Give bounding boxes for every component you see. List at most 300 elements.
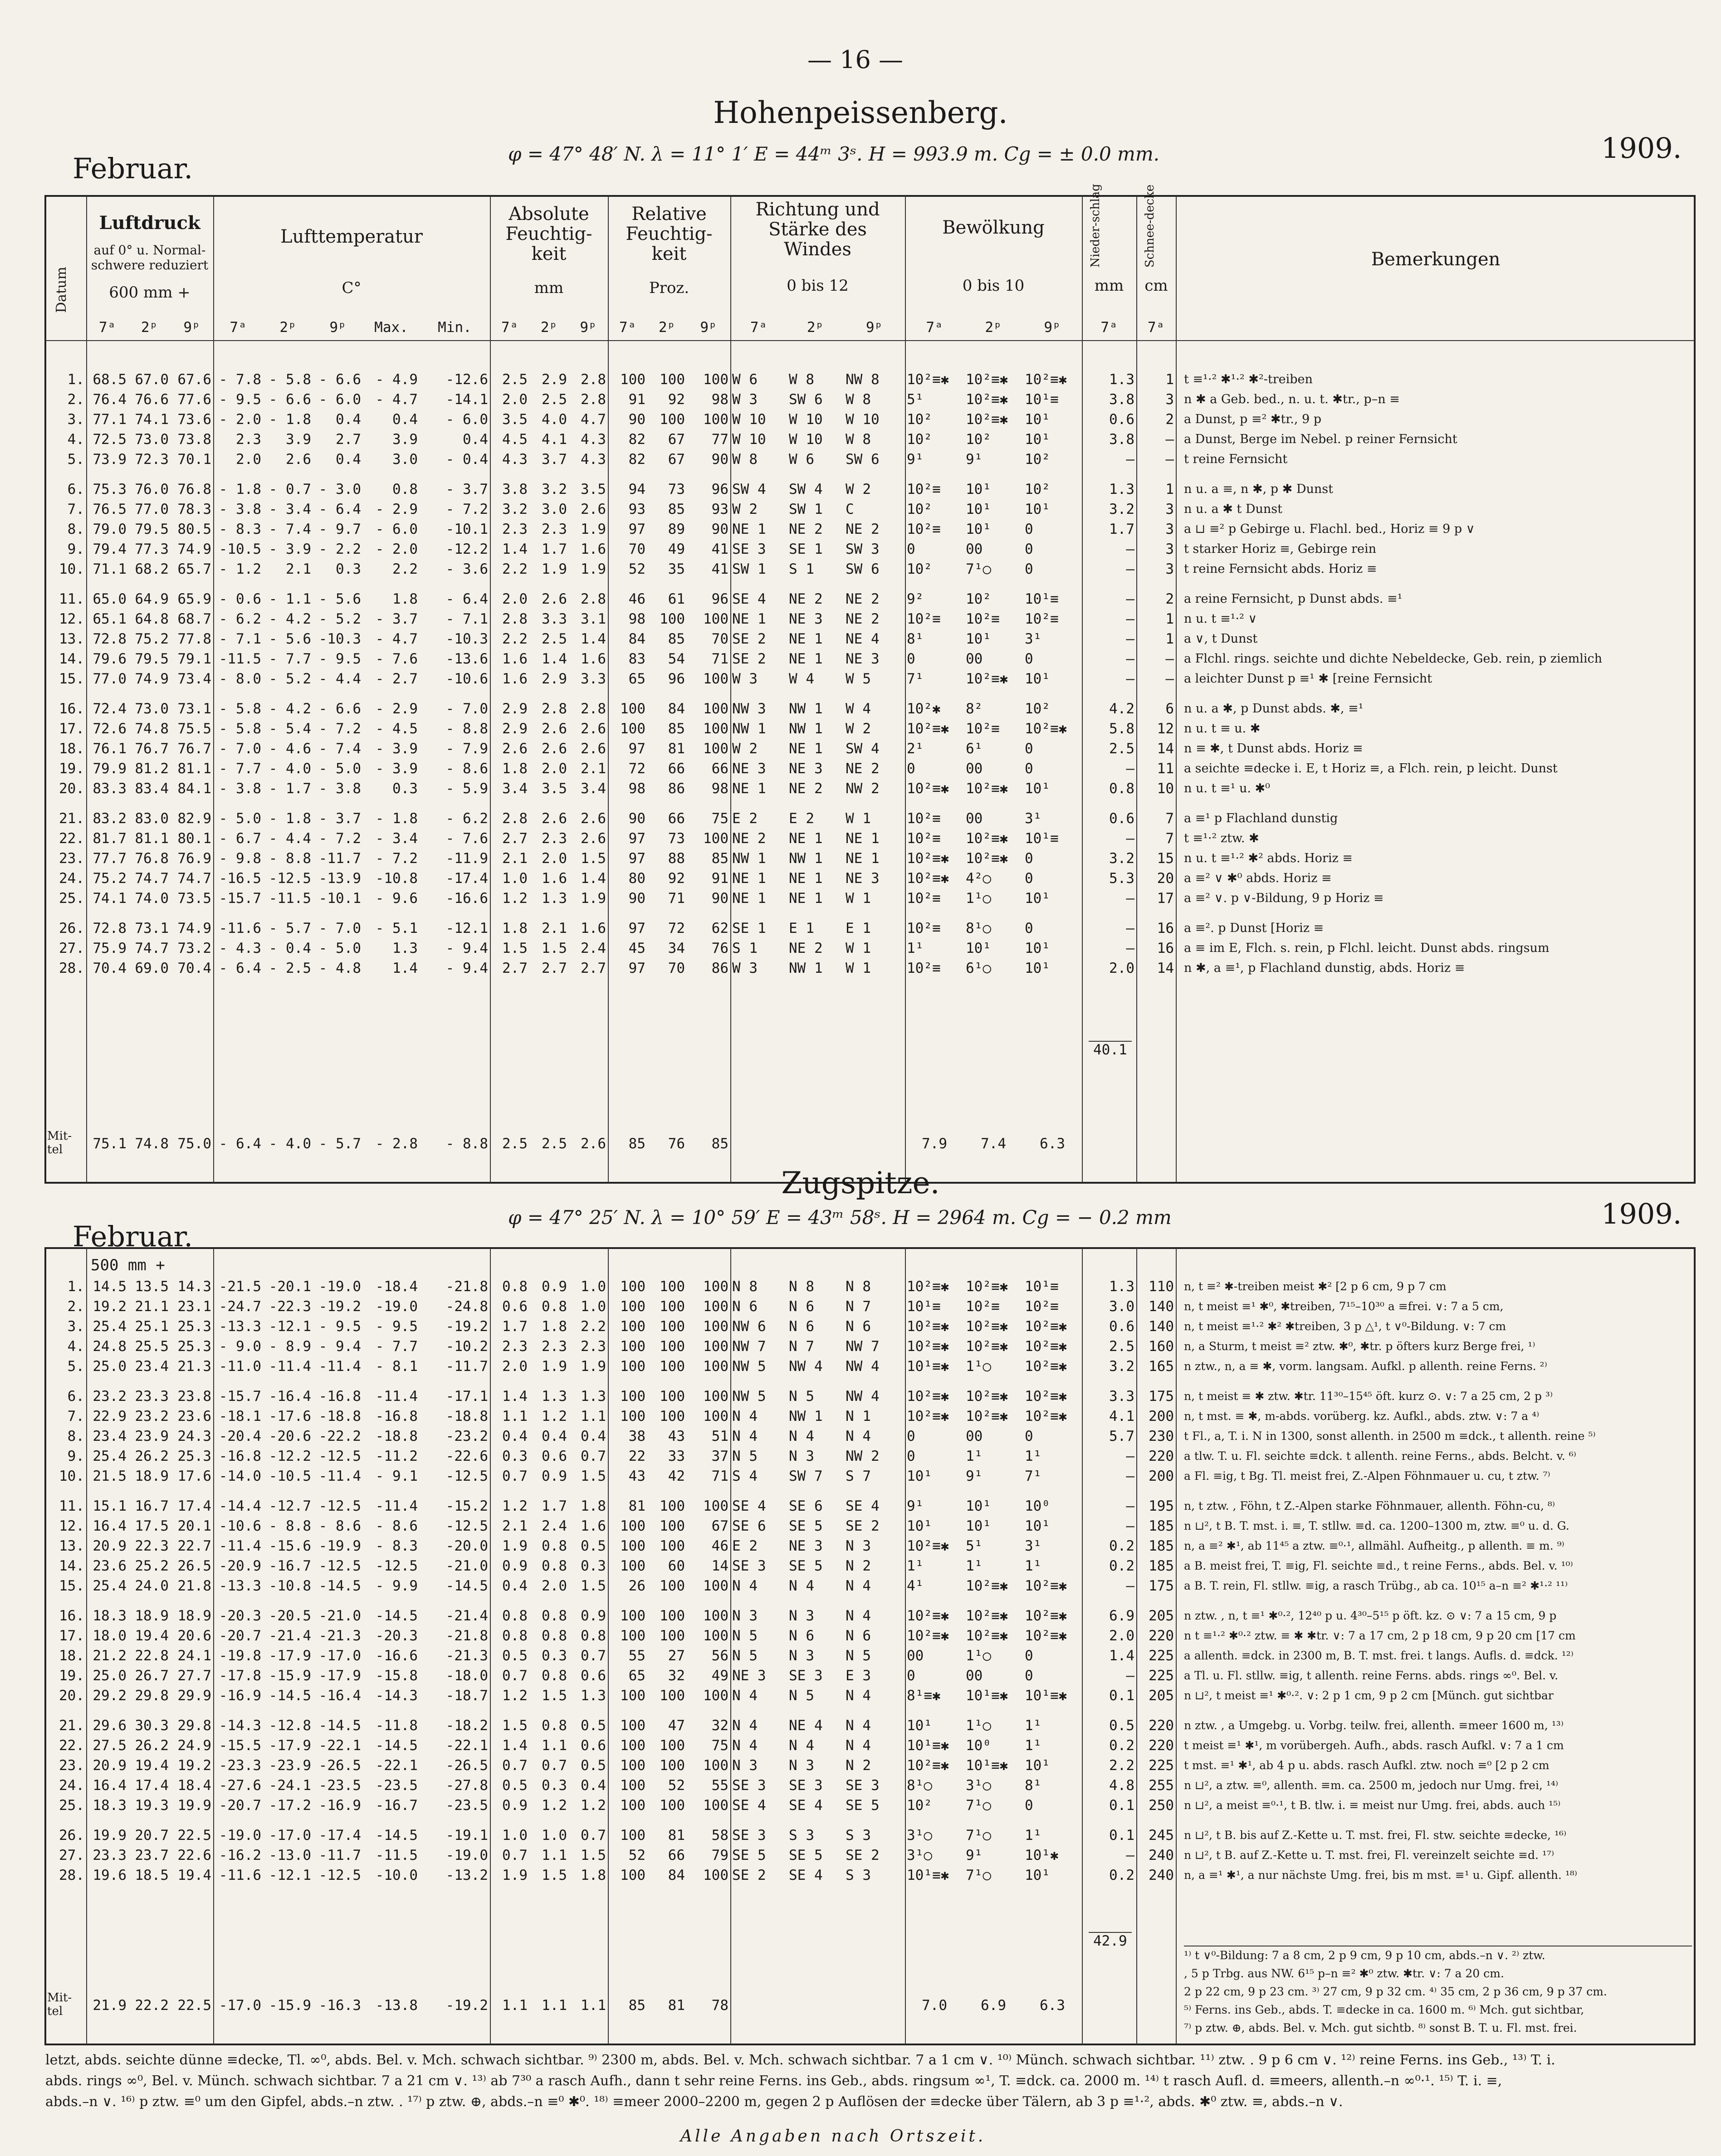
value-cell: 72.6 (93, 721, 127, 737)
value-cell: 26.2 (135, 1737, 169, 1754)
absfeucht-unit: mm (534, 279, 564, 297)
value-cell: SE 4 (732, 1797, 766, 1814)
value-cell: NW 1 (732, 721, 766, 737)
value-cell: 0.5 (502, 1777, 528, 1794)
value-cell: 10²≡✱ (966, 1628, 1008, 1644)
value-cell: 42 (668, 1468, 685, 1484)
table-row (45, 1795, 1176, 1815)
value-cell: 3.1 (581, 611, 606, 627)
value-cell: NE 3 (789, 611, 823, 627)
day-cell: 16. (59, 701, 84, 717)
value-cell: 65.0 (93, 591, 127, 607)
value-cell: 16.7 (135, 1498, 169, 1514)
value-cell: S 3 (846, 1827, 871, 1844)
absfeucht-header: Absolute Feuchtig-keit (505, 204, 592, 264)
value-cell: 8¹○ (966, 920, 991, 937)
value-cell: - 8.6 (445, 761, 488, 777)
value-cell: 33 (668, 1448, 685, 1464)
value-cell: 0.8 (581, 1628, 606, 1644)
value-cell: - 3.8 (219, 780, 261, 797)
value-cell: 68.7 (177, 611, 211, 627)
value-cell: NE 1 (846, 850, 880, 867)
value-cell: - 7.0 (318, 920, 361, 937)
value-cell: 0.8 (542, 1717, 567, 1734)
value-cell: 0.8 (1109, 780, 1134, 797)
value-cell: 0.9 (542, 1278, 567, 1295)
value-cell: 1¹ (907, 940, 924, 956)
value-cell: -11.4 (318, 1468, 361, 1484)
value-cell: 10¹ (966, 521, 991, 537)
value-cell: 220 (1149, 1717, 1174, 1734)
mittel-cell: 1.1 (542, 1997, 567, 2014)
value-cell: - 7.2 (318, 830, 361, 847)
value-cell: 97 (628, 920, 645, 937)
value-cell: 10²≡ (966, 1298, 1000, 1315)
value-cell: 10² (966, 591, 991, 607)
value-cell: NE 2 (789, 591, 823, 607)
day-cell: 26. (59, 1827, 84, 1844)
value-cell: -12.1 (269, 1867, 311, 1883)
value-cell: 100 (620, 721, 645, 737)
value-cell: 0.7 (502, 1668, 528, 1684)
mittel-cell (844, 1995, 905, 2015)
value-cell: 1.4 (581, 870, 606, 887)
value-cell: 2.0 (1109, 960, 1134, 976)
luftdruck-subheader: auf 0° u. Normal-schwere reduziert (91, 243, 209, 273)
value-cell: W 3 (732, 391, 758, 408)
value-cell: 100 (620, 1737, 645, 1754)
value-cell: 93 (711, 501, 728, 517)
mittel-cell: 22.2 (135, 1997, 169, 2014)
value-cell: 10 (1157, 780, 1174, 797)
value-cell: 65.1 (93, 611, 127, 627)
value-cell: 0.4 (463, 431, 488, 448)
value-cell: 25.3 (177, 1338, 211, 1355)
value-cell: - 7.0 (445, 701, 488, 717)
value-cell: -10.0 (375, 1867, 418, 1883)
value-cell: NE 2 (846, 761, 880, 777)
value-cell: 8¹ (907, 631, 924, 647)
value-cell: 1.8 (581, 1867, 606, 1883)
value-cell: 66 (668, 810, 685, 827)
value-cell: -21.0 (318, 1608, 361, 1624)
value-cell: 00 (907, 1648, 924, 1664)
mittel-cell: -16.3 (318, 1997, 361, 2014)
value-cell: N 3 (732, 1757, 758, 1774)
table-row (45, 1576, 1176, 1596)
value-cell: N 3 (789, 1648, 814, 1664)
value-cell: N 4 (732, 1717, 758, 1734)
value-cell: NW 5 (732, 1388, 766, 1405)
value-cell: 100 (660, 1608, 685, 1624)
remark-gap (1184, 1596, 1692, 1606)
value-cell: 67 (668, 431, 685, 448)
value-cell: N 7 (789, 1338, 814, 1355)
value-cell: - 3.8 (219, 501, 261, 517)
footnote-line: abds. rings ∞⁰, Bel. v. Münch. schwach sichtbar. 7 a 21 cm ∨. ¹³⁾ ab 7³⁰ a rasch Aufh., dann t sehr reine Ferns. ins Geb., abds. ringsum ∞¹, T. ≡dck. ca. 2000 m. ¹⁴⁾ t rasch Aufl. d. ≡meers, allenth.–n ∞⁰·¹. ¹⁵⁾ T. i. ≡, (45, 2073, 1502, 2089)
value-cell: 100 (703, 671, 728, 687)
value-cell: W 10 (789, 431, 823, 448)
value-cell: 10²≡ (1025, 611, 1059, 627)
mittel-cell: -15.9 (269, 1997, 311, 2014)
remark-line: n ✱ a Geb. bed., n. u. t. ✱tr., p–n ≡ (1184, 392, 1400, 406)
zug-remarks (1184, 1277, 1692, 1885)
value-cell: 96 (668, 671, 685, 687)
value-cell: -21.3 (445, 1648, 488, 1664)
value-cell: - 4.4 (318, 671, 361, 687)
value-cell: 10²≡✱ (907, 371, 949, 388)
value-cell: 1.9 (542, 561, 567, 577)
value-cell: NW 1 (789, 721, 823, 737)
value-cell: – (1126, 940, 1134, 956)
remark-line: n, a Sturm, t meist ≡² ztw. ✱⁰, ✱tr. p öfters kurz Berge frei, ¹⁾ (1184, 1340, 1535, 1353)
value-cell: - 5.0 (318, 940, 361, 956)
value-cell: 2.7 (336, 431, 361, 448)
value-cell: 100 (660, 1628, 685, 1644)
value-cell: 16 (1157, 920, 1174, 937)
day-cell: 24. (59, 1777, 84, 1794)
col-9p: 9ᵖ (1044, 319, 1061, 336)
value-cell: NW 1 (789, 850, 823, 867)
value-cell: 65.7 (177, 561, 211, 577)
value-cell: 10²≡✱ (907, 1408, 949, 1424)
day-cell: 28. (59, 960, 84, 976)
value-cell: - 2.9 (375, 701, 418, 717)
value-cell: 1¹ (1025, 1737, 1042, 1754)
value-cell: 100 (620, 1608, 645, 1624)
value-cell: -14.5 (318, 1578, 361, 1594)
value-cell: - 4.2 (269, 701, 311, 717)
value-cell: - 6.7 (219, 830, 261, 847)
value-cell: 10¹≡ (907, 1298, 941, 1315)
hohen-mittel-row (86, 1134, 1176, 1154)
value-cell: 81.7 (93, 830, 127, 847)
value-cell: 64.9 (135, 591, 169, 607)
value-cell: - 8.8 (445, 721, 488, 737)
mittel-cell: 78 (711, 1997, 728, 2014)
value-cell: W 6 (732, 371, 758, 388)
value-cell: NE 4 (846, 631, 880, 647)
remark-line: a tlw. T. u. Fl. seichte ≡dck. t allenth. reine Ferns., abds. Belcht. v. ⁶⁾ (1184, 1449, 1576, 1463)
mittel-cell: 7.9 (922, 1136, 947, 1152)
value-cell: -19.2 (445, 1318, 488, 1335)
remark-line: a B. T. rein, Fl. stllw. ≡ig, a rasch Trübg., ab ca. 10¹⁵ a–n ≡² ✱¹·² ¹¹⁾ (1184, 1579, 1568, 1592)
value-cell: – (1165, 431, 1174, 448)
value-cell: 2¹ (907, 741, 924, 757)
value-cell: 3.2 (502, 501, 528, 517)
value-cell: 100 (620, 371, 645, 388)
value-cell: 73.2 (177, 940, 211, 956)
row-group-gap (45, 1815, 1176, 1825)
value-cell: -11.7 (318, 1847, 361, 1863)
row-group-gap (45, 1596, 1176, 1606)
mittel-cell: 75.0 (177, 1136, 211, 1152)
value-cell: 14 (1157, 741, 1174, 757)
value-cell: 0 (907, 1428, 915, 1444)
value-cell: 0.7 (502, 1468, 528, 1484)
value-cell: 81 (668, 1827, 685, 1844)
value-cell: 100 (660, 1578, 685, 1594)
value-cell: 79.9 (93, 761, 127, 777)
value-cell: – (1126, 591, 1134, 607)
value-cell: 83.0 (135, 810, 169, 827)
value-cell: 0 (907, 1448, 915, 1464)
value-cell: 3¹ (1025, 810, 1042, 827)
value-cell: 83 (628, 651, 645, 667)
value-cell: 23.9 (135, 1428, 169, 1444)
value-cell: -12.1 (445, 920, 488, 937)
value-cell: 1.4 (502, 541, 528, 557)
value-cell: 76 (711, 940, 728, 956)
value-cell: -11.6 (219, 1867, 261, 1883)
value-cell: 1.1 (542, 1737, 567, 1754)
value-cell: 74.9 (177, 920, 211, 937)
value-cell: W 10 (846, 411, 880, 428)
value-cell: 10²≡✱ (907, 1318, 949, 1335)
value-cell: 10² (907, 501, 932, 517)
value-cell: 100 (620, 1777, 645, 1794)
table-row (45, 1556, 1176, 1576)
value-cell: 26.7 (135, 1668, 169, 1684)
value-cell: SE 5 (789, 1558, 823, 1574)
value-cell: 100 (660, 1518, 685, 1534)
value-cell: 2.1 (502, 850, 528, 867)
value-cell: - 4.0 (269, 761, 311, 777)
value-cell: 64.8 (135, 611, 169, 627)
value-cell: NW 2 (846, 1448, 880, 1464)
table-row (45, 1496, 1176, 1516)
value-cell: 0.3 (542, 1648, 567, 1664)
value-cell: 0.7 (502, 1847, 528, 1863)
value-cell: 1.8 (502, 920, 528, 937)
value-cell: - 7.1 (219, 631, 261, 647)
value-cell: 10² (907, 1797, 932, 1814)
value-cell: 10¹ (1025, 780, 1050, 797)
value-cell: SW 4 (789, 481, 823, 498)
value-cell: 2.8 (581, 701, 606, 717)
value-cell: 3.9 (392, 431, 418, 448)
value-cell: 5.7 (1109, 1428, 1134, 1444)
value-cell: 97 (628, 960, 645, 976)
value-cell: 24.3 (177, 1428, 211, 1444)
remark-line: t reine Fernsicht (1184, 452, 1288, 466)
value-cell: 0.8 (542, 1668, 567, 1684)
value-cell: E 1 (846, 920, 871, 937)
value-cell: -18.8 (375, 1428, 418, 1444)
value-cell: - 6.6 (318, 371, 361, 388)
remark-line: n u. a ✱, p Dunst abds. ✱, ≡¹ (1184, 702, 1364, 716)
value-cell: 2.3 (502, 1338, 528, 1355)
value-cell: 100 (620, 1867, 645, 1883)
value-cell: 10²✱ (907, 701, 941, 717)
value-cell: 60 (668, 1558, 685, 1574)
value-cell: NW 7 (732, 1338, 766, 1355)
value-cell: 10²≡ (966, 721, 1000, 737)
value-cell: 82.9 (177, 810, 211, 827)
value-cell: 70 (711, 631, 728, 647)
value-cell: 76.0 (135, 481, 169, 498)
value-cell: W 1 (846, 810, 871, 827)
value-cell: -19.1 (445, 1827, 488, 1844)
value-cell: -20.7 (219, 1628, 261, 1644)
value-cell: 10²≡✱ (966, 1578, 1008, 1594)
value-cell: 72.8 (93, 631, 127, 647)
value-cell: - 4.7 (375, 631, 418, 647)
value-cell: 0.2 (1109, 1538, 1134, 1554)
remark-line: a ≡¹ p Flachland dunstig (1184, 811, 1338, 825)
day-cell: 18. (59, 1648, 84, 1664)
value-cell: - 8.1 (375, 1358, 418, 1375)
value-cell: 0.5 (1109, 1717, 1134, 1734)
value-cell: -23.5 (445, 1797, 488, 1814)
value-cell: 10²≡ (907, 521, 941, 537)
table-row (45, 1845, 1176, 1865)
value-cell: 2.8 (581, 591, 606, 607)
value-cell: 100 (620, 1628, 645, 1644)
value-cell: - 3.7 (318, 810, 361, 827)
value-cell: 74.1 (93, 890, 127, 907)
value-cell: 67 (711, 1518, 728, 1534)
value-cell: - 2.7 (375, 671, 418, 687)
value-cell: 100 (620, 1408, 645, 1424)
value-cell: 77.1 (93, 411, 127, 428)
value-cell: -12.5 (318, 1498, 361, 1514)
value-cell: 18.9 (135, 1468, 169, 1484)
value-cell: SE 4 (846, 1498, 880, 1514)
value-cell: 43 (668, 1428, 685, 1444)
value-cell: 79.6 (93, 651, 127, 667)
hohen-niederschlag-sum: 40.1 (1089, 1041, 1132, 1058)
value-cell: 10²≡✱ (966, 850, 1008, 867)
value-cell: W 2 (732, 501, 758, 517)
note-line: 2 p 22 cm, 9 p 23 cm. ³⁾ 27 cm, 9 p 32 cm. ⁴⁾ 35 cm, 2 p 36 cm, 9 p 37 cm. (1184, 1985, 1607, 1998)
value-cell: 2.8 (581, 371, 606, 388)
value-cell: 2.2 (392, 561, 418, 577)
value-cell: 14 (1157, 960, 1174, 976)
value-cell: – (1126, 830, 1134, 847)
value-cell: NE 3 (846, 651, 880, 667)
value-cell: -17.0 (269, 1827, 311, 1844)
value-cell: - 5.8 (269, 371, 311, 388)
value-cell: - 4.8 (318, 960, 361, 976)
value-cell: 3.4 (581, 780, 606, 797)
remark-line: t reine Fernsicht abds. Horiz ≡ (1184, 562, 1377, 576)
value-cell: 1.1 (502, 1408, 528, 1424)
bewoelkung-unit: 0 bis 10 (962, 277, 1025, 295)
value-cell: SE 5 (789, 1847, 823, 1863)
value-cell: 0.4 (502, 1578, 528, 1594)
value-cell: 3¹○ (907, 1847, 932, 1863)
value-cell: 29.8 (135, 1688, 169, 1704)
value-cell: 18.9 (135, 1608, 169, 1624)
value-cell: NW 4 (789, 1358, 823, 1375)
value-cell: 16 (1157, 940, 1174, 956)
value-cell: -14.4 (219, 1498, 261, 1514)
value-cell: -10.1 (318, 890, 361, 907)
value-cell: -17.1 (445, 1388, 488, 1405)
value-cell: 10¹ (1025, 411, 1050, 428)
value-cell: SE 3 (846, 1777, 880, 1794)
value-cell: W 2 (846, 721, 871, 737)
value-cell: 90 (711, 521, 728, 537)
value-cell: 10¹ (966, 940, 991, 956)
value-cell: – (1126, 890, 1134, 907)
value-cell: -11.8 (375, 1717, 418, 1734)
remark-line: n, t ≡² ✱-treiben meist ✱² [2 p 6 cm, 9 p 7 cm (1184, 1280, 1447, 1293)
value-cell: 230 (1149, 1428, 1174, 1444)
value-cell: -10.6 (445, 671, 488, 687)
value-cell: 84 (668, 1867, 685, 1883)
value-cell: 2.9 (502, 721, 528, 737)
value-cell: SW 6 (789, 391, 823, 408)
value-cell: 75 (711, 810, 728, 827)
value-cell: 62 (711, 920, 728, 937)
value-cell: 3¹○ (907, 1827, 932, 1844)
value-cell: 2.2 (502, 631, 528, 647)
value-cell: -18.1 (219, 1408, 261, 1424)
value-cell: 100 (620, 1797, 645, 1814)
value-cell: 0.6 (1109, 411, 1134, 428)
value-cell: 100 (703, 1388, 728, 1405)
value-cell: 75.2 (135, 631, 169, 647)
value-cell: 72 (668, 920, 685, 937)
value-cell: 1.7 (542, 541, 567, 557)
value-cell: 8² (966, 701, 983, 717)
day-cell: 1. (67, 1278, 84, 1295)
table-row (45, 1386, 1176, 1406)
value-cell: 1.4 (392, 960, 418, 976)
value-cell: SE 4 (789, 1797, 823, 1814)
table-row (45, 1646, 1176, 1666)
remark-line: n ⊔², t B. auf Z.-Kette u. T. mst. frei, Fl. vereinzelt seichte ≡d. ¹⁷⁾ (1184, 1849, 1555, 1862)
value-cell: 4.1 (1109, 1408, 1134, 1424)
value-cell: - 6.4 (219, 960, 261, 976)
value-cell: 4.8 (1109, 1777, 1134, 1794)
remark-line: t ≡¹·² ztw. ✱ (1184, 831, 1259, 845)
value-cell: -16.6 (445, 890, 488, 907)
value-cell: -16.9 (318, 1797, 361, 1814)
value-cell: 2.3 (236, 431, 261, 448)
value-cell: -13.2 (445, 1867, 488, 1883)
value-cell: 98 (628, 611, 645, 627)
value-cell: 8¹≡✱ (907, 1688, 941, 1704)
value-cell: -11.2 (375, 1448, 418, 1464)
value-cell: 100 (703, 1867, 728, 1883)
value-cell: 97 (628, 850, 645, 867)
value-cell: - 2.2 (318, 541, 361, 557)
value-cell: NE 1 (846, 830, 880, 847)
value-cell: 77.6 (177, 391, 211, 408)
value-cell: -22.6 (445, 1448, 488, 1464)
table-row (45, 1516, 1176, 1536)
value-cell: – (1126, 761, 1134, 777)
value-cell: -11.7 (318, 850, 361, 867)
value-cell: 10²≡ (966, 611, 1000, 627)
value-cell: 20.1 (177, 1518, 211, 1534)
value-cell: -23.3 (219, 1757, 261, 1774)
zug-niederschlag-sum: 42.9 (1089, 1932, 1132, 1949)
value-cell: 100 (620, 1717, 645, 1734)
value-cell: 10¹≡✱ (966, 1688, 1008, 1704)
value-cell: SE 2 (846, 1518, 880, 1534)
value-cell: 25.0 (93, 1358, 127, 1375)
value-cell: - 6.0 (318, 391, 361, 408)
day-cell: 14. (59, 1558, 84, 1574)
value-cell: -15.7 (219, 890, 261, 907)
value-cell: 1.9 (502, 1538, 528, 1554)
value-cell: 10² (966, 431, 991, 448)
value-cell: 6.9 (1109, 1608, 1134, 1624)
